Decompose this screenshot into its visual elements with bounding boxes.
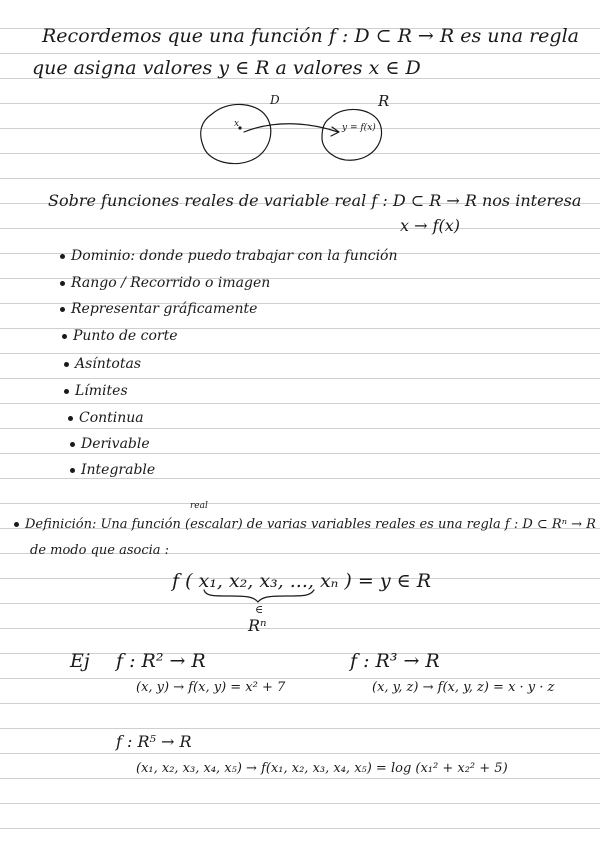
mapping-space: Rⁿ	[248, 616, 267, 635]
example-2-rule: (x, y, z) → f(x, y, z) = x · y · z	[372, 680, 555, 695]
domain-label: D	[270, 93, 280, 107]
domain-set-blob	[201, 104, 271, 163]
topic-item: Derivable	[70, 437, 150, 451]
definition-line-1: Definición: Una función (escalar) de varias variables reales es una regla f : D ⊂ Rⁿ → R	[14, 518, 596, 531]
example-3-rule: (x₁, x₂, x₃, x₄, x₅) → f(x₁, x₂, x₃, x₄, x₅) = log (x₁² + x₂² + 5)	[136, 761, 508, 776]
example-1-rule: (x, y) → f(x, y) = x² + 7	[136, 680, 286, 695]
intro-line-1: Recordemos que una función f : D ⊂ R → R es una regla	[42, 25, 579, 47]
real-functions-line-1: Sobre funciones reales de variable real f : D ⊂ R → R nos interesa	[48, 191, 582, 210]
codomain-point-label: y = f(x)	[342, 123, 376, 133]
topic-item: Asíntotas	[64, 357, 141, 371]
real-functions-line-2: x → f(x)	[400, 216, 461, 235]
topic-item: Integrable	[70, 463, 155, 477]
codomain-label: R	[378, 92, 390, 110]
topic-item: Límites	[64, 384, 128, 398]
topic-item: Punto de corte	[62, 329, 178, 343]
topic-item: Dominio: donde puedo trabajar con la función	[60, 249, 398, 263]
domain-point-label: x	[234, 119, 240, 129]
underbrace-icon	[200, 588, 320, 604]
example-1-def: f : R² → R	[116, 650, 206, 672]
example-3-def: f : R⁵ → R	[116, 732, 192, 751]
definition-line-2: de modo que asocia :	[30, 543, 170, 558]
mapping-formula: f ( x₁, x₂, x₃, ..., xₙ ) = y ∈ R	[172, 570, 432, 592]
examples-label: Ej	[70, 650, 90, 672]
topic-item: Continua	[68, 411, 144, 425]
example-2-def: f : R³ → R	[350, 650, 440, 672]
topic-item: Rango / Recorrido o imagen	[60, 276, 270, 290]
codomain-set-blob	[322, 109, 382, 160]
mapping-element-of: ∈	[255, 603, 264, 616]
topic-item: Representar gráficamente	[60, 302, 257, 316]
definition-annotation: real	[190, 501, 208, 511]
intro-line-2: que asigna valores y ∈ R a valores x ∈ D	[32, 57, 421, 79]
mapping-diagram	[190, 92, 390, 172]
